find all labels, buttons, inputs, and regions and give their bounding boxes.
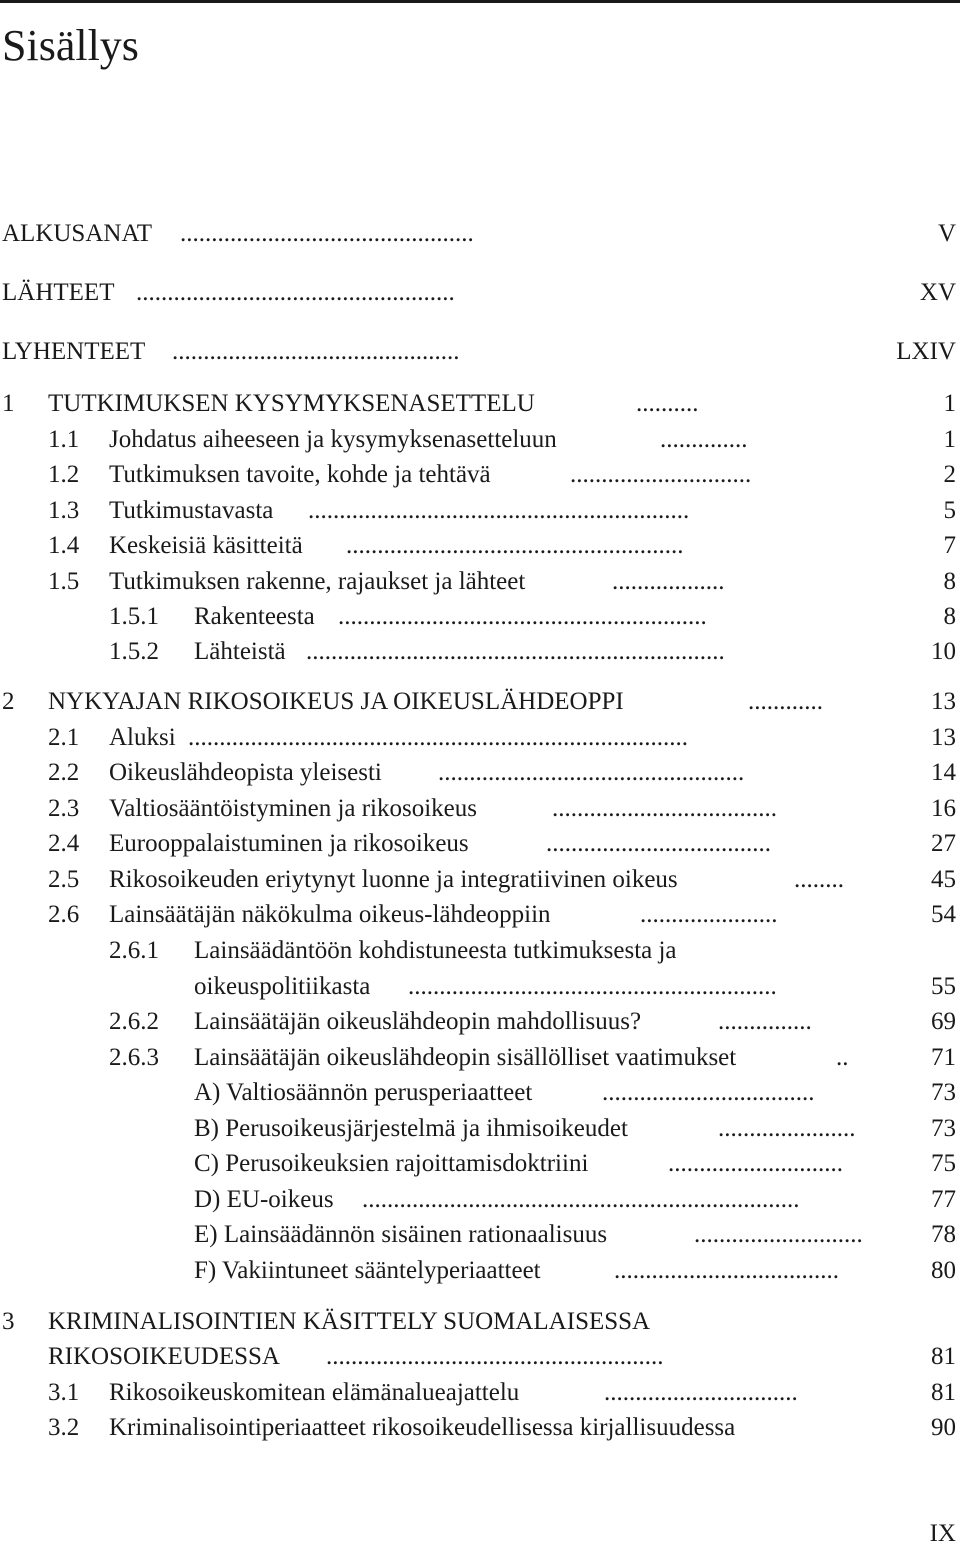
toc-entry (0, 1304, 960, 1340)
toc-entry-page: V (937, 220, 956, 247)
toc-entry-number: 2.6.1 (109, 937, 159, 964)
toc-entry-page: 16 (931, 795, 956, 822)
toc-entry-number: 1.1 (48, 426, 80, 453)
toc-entry (0, 791, 960, 827)
toc-entry-title: Rikosoikeuskomitean elämänalueajattelu (109, 1379, 520, 1406)
toc-entry (0, 599, 960, 635)
toc-entry-title: Keskeisiä käsitteitä (109, 532, 303, 559)
toc-entry-leader: ................................................................... (306, 638, 725, 665)
toc-entry-page: 5 (943, 497, 956, 524)
toc-entry-leader: .................................... (546, 830, 771, 857)
toc-entry (0, 933, 960, 969)
toc-entry-leader: .............................................. (172, 338, 460, 365)
toc-entry-title: E) Lainsäädännön sisäinen rationaalisuus (194, 1221, 608, 1248)
toc-entry (0, 1253, 960, 1289)
toc-entry-title: Eurooppalaistuminen ja rikosoikeus (109, 830, 469, 857)
toc-entry-leader: ................................................... (136, 279, 455, 306)
toc-entry-page: 77 (931, 1186, 956, 1213)
toc-entry-title: Kriminalisointiperiaatteet rikosoikeudellisessa kirjallisuudessa (109, 1414, 736, 1441)
toc-entry-leader: ............................................................. (308, 497, 690, 524)
toc-entry (0, 1217, 960, 1253)
toc-entry (0, 422, 960, 458)
toc-entry-leader: ............................ (668, 1150, 843, 1177)
toc-entry (0, 1111, 960, 1147)
toc-entry-title: LYHENTEET (2, 338, 146, 365)
toc-entry-title: TUTKIMUKSEN KYSYMYKSENASETTELU (48, 390, 535, 417)
toc-entry-leader: .......... (636, 390, 699, 417)
toc-entry-number: 2.1 (48, 724, 80, 751)
toc-entry-title: C) Perusoikeuksien rajoittamisdoktriini (194, 1150, 589, 1177)
toc-entry (0, 969, 960, 1005)
toc-entry-page: 78 (931, 1221, 956, 1248)
toc-entry-page: 8 (943, 603, 956, 630)
toc-entry (0, 564, 960, 600)
toc-entry-number: 1.4 (48, 532, 80, 559)
toc-entry-title: ALKUSANAT (2, 220, 152, 247)
toc-entry-number: 1.3 (48, 497, 80, 524)
toc-entry-title: Tutkimuksen tavoite, kohde ja tehtävä (109, 461, 491, 488)
toc-entry-title: Oikeuslähdeopista yleisesti (109, 759, 382, 786)
toc-entry-page: 7 (943, 532, 956, 559)
toc-entry-number: 1.2 (48, 461, 80, 488)
toc-entry-leader: .................................... (552, 795, 777, 822)
toc-entry-number: 1.5 (48, 568, 80, 595)
toc-entry-leader: ............................... (604, 1379, 798, 1406)
toc-entry-page: 27 (931, 830, 956, 857)
toc-entry-number: 2.6.3 (109, 1044, 159, 1071)
page-number-footer: IX (929, 1520, 956, 1547)
toc-entry-number: 2.6.2 (109, 1008, 159, 1035)
toc-entry-title: oikeuspolitiikasta (194, 973, 371, 1000)
toc-entry-leader: .................. (612, 568, 725, 595)
toc-entry-title: KRIMINALISOINTIEN KÄSITTELY SUOMALAISESSA (48, 1308, 651, 1335)
toc-entry-page: 1 (943, 426, 956, 453)
toc-entry-leader: ........ (794, 866, 844, 893)
toc-entry-leader: ...................... (718, 1115, 856, 1142)
toc-entry (0, 386, 960, 422)
toc-entry-leader: .. (836, 1044, 849, 1071)
toc-entry-leader: ........................................................... (408, 973, 777, 1000)
toc-entry-number: 2.2 (48, 759, 80, 786)
toc-entry (0, 826, 960, 862)
toc-entry-page: 45 (931, 866, 956, 893)
toc-entry-leader: .............. (660, 426, 748, 453)
toc-entry-page: 81 (931, 1379, 956, 1406)
toc-entry-title: F) Vakiintuneet sääntelyperiaatteet (194, 1257, 541, 1284)
toc-entry-title: D) EU-oikeus (194, 1186, 334, 1213)
toc-entry-title: Lähteistä (194, 638, 286, 665)
toc-entry (0, 1375, 960, 1411)
toc-entry-title: Tutkimuksen rakenne, rajaukset ja lähteet (109, 568, 526, 595)
toc-entry-page: 73 (931, 1079, 956, 1106)
toc-entry-page: 80 (931, 1257, 956, 1284)
toc-entry (0, 528, 960, 564)
toc-entry (0, 216, 960, 252)
toc-entry-page: LXIV (896, 338, 956, 365)
toc-entry-number: 2.5 (48, 866, 80, 893)
toc-entry-page: 2 (943, 461, 956, 488)
toc-entry-page: 13 (931, 724, 956, 751)
toc-entry-number: 2 (2, 688, 15, 715)
toc-entry-title: Aluksi (109, 724, 176, 751)
toc-entry-page: 81 (931, 1343, 956, 1370)
toc-entry-title: Lainsäätäjän näkökulma oikeus-lähdeoppiin (109, 901, 551, 928)
toc-entry-page: 75 (931, 1150, 956, 1177)
toc-entry (0, 1146, 960, 1182)
toc-entry-page: 13 (931, 688, 956, 715)
toc-entry (0, 1040, 960, 1076)
toc-entry-title: Lainsäädäntöön kohdistuneesta tutkimuksesta ja (194, 937, 677, 964)
toc-entry-title: A) Valtiosäännön perusperiaatteet (194, 1079, 533, 1106)
toc-entry-page: 14 (931, 759, 956, 786)
toc-entry-page: 71 (931, 1044, 956, 1071)
toc-entry (0, 897, 960, 933)
toc-entry-leader: ............... (718, 1008, 812, 1035)
toc-entry-title: RIKOSOIKEUDESSA (48, 1343, 280, 1370)
toc-entry-leader: .................................. (602, 1079, 815, 1106)
toc-entry-page: 73 (931, 1115, 956, 1142)
toc-entry-page: 10 (931, 638, 956, 665)
toc-entry-leader: ............ (748, 688, 823, 715)
top-rule (0, 0, 960, 3)
toc-entry (0, 720, 960, 756)
toc-entry-leader: ...................................................... (326, 1343, 664, 1370)
toc-entry (0, 275, 960, 311)
toc-entry (0, 755, 960, 791)
toc-entry-title: Lainsäätäjän oikeuslähdeopin mahdollisuus? (194, 1008, 642, 1035)
toc-entry (0, 493, 960, 529)
toc-entry-title: Rakenteesta (194, 603, 315, 630)
toc-entry-number: 3 (2, 1308, 15, 1335)
toc-entry-page: 69 (931, 1008, 956, 1035)
toc-entry-leader: ............................. (570, 461, 752, 488)
toc-entry-page: 54 (931, 901, 956, 928)
toc-entry (0, 862, 960, 898)
toc-entry-leader: ................................................................................ (188, 724, 688, 751)
toc-entry-number: 1.5.1 (109, 603, 159, 630)
toc-entry-number: 1 (2, 390, 15, 417)
toc-entry-number: 2.3 (48, 795, 80, 822)
toc-entry-title: LÄHTEET (2, 279, 115, 306)
toc-entry-leader: ........................................................... (338, 603, 707, 630)
toc-entry (0, 634, 960, 670)
toc-entry-page: 8 (943, 568, 956, 595)
toc-entry-leader: ...................................................... (346, 532, 684, 559)
toc-entry (0, 1004, 960, 1040)
toc-entry-number: 1.5.2 (109, 638, 159, 665)
toc-entry-title: Tutkimustavasta (109, 497, 274, 524)
toc-entry-title: Rikosoikeuden eriytynyt luonne ja integratiivinen oikeus (109, 866, 678, 893)
toc-entry (0, 684, 960, 720)
toc-entry-page: XV (919, 279, 956, 306)
toc-entry-leader: ...................... (640, 901, 778, 928)
toc-entry (0, 334, 960, 370)
page-title: Sisällys (2, 21, 139, 70)
toc-entry (0, 457, 960, 493)
toc-entry-title: Lainsäätäjän oikeuslähdeopin sisällölliset vaatimukset (194, 1044, 737, 1071)
toc-entry-leader: .................................... (614, 1257, 839, 1284)
toc-entry (0, 1182, 960, 1218)
toc-entry-title: Johdatus aiheeseen ja kysymyksenasetteluun (109, 426, 557, 453)
toc-entry-number: 2.4 (48, 830, 80, 857)
toc-entry (0, 1339, 960, 1375)
toc-entry-title: B) Perusoikeusjärjestelmä ja ihmisoikeudet (194, 1115, 628, 1142)
toc-entry-page: 90 (931, 1414, 956, 1441)
toc-entry (0, 1075, 960, 1111)
toc-entry-title: Valtiosääntöistyminen ja rikosoikeus (109, 795, 478, 822)
toc-entry-title: NYKYAJAN RIKOSOIKEUS JA OIKEUSLÄHDEOPPI (48, 688, 624, 715)
toc-entry-leader: ...................................................................... (362, 1186, 800, 1213)
toc-entry (0, 1410, 960, 1446)
toc-entry-number: 3.2 (48, 1414, 80, 1441)
toc-entry-leader: ................................................. (438, 759, 745, 786)
toc-entry-number: 3.1 (48, 1379, 80, 1406)
toc-entry-page: 1 (943, 390, 956, 417)
toc-entry-page: 55 (931, 973, 956, 1000)
toc-entry-number: 2.6 (48, 901, 80, 928)
toc-entry-leader: ............................................... (180, 220, 474, 247)
toc-entry-leader: ........................... (694, 1221, 863, 1248)
